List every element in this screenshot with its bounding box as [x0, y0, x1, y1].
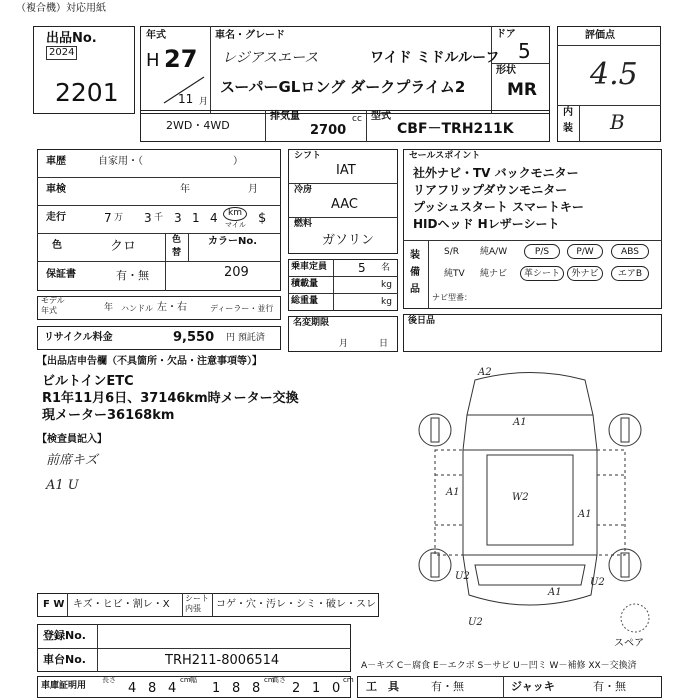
equip-label-3: 品	[410, 284, 420, 295]
dim-4: 8	[232, 681, 241, 696]
inspection-month: 月	[248, 184, 258, 195]
equip-tv: 純TV	[444, 269, 465, 279]
declaration-line-2: R1年11月6日、37146km時メーター交換	[42, 391, 299, 406]
inspector-line-1: 前席キズ	[46, 453, 98, 468]
recycle-unit: 円 預託済	[226, 333, 265, 343]
form-note: （複合機）対応用紙	[16, 3, 106, 14]
mileage-hyaku: 3	[174, 211, 182, 225]
name-change-label: 名変期限	[293, 318, 330, 328]
capacity-unit: 名	[381, 263, 391, 273]
fw-label: F W	[43, 599, 65, 610]
equip-sr: S/R	[444, 247, 459, 257]
dim-unit-1: cm	[180, 676, 191, 684]
equip-label-1: 装	[410, 250, 420, 261]
dim-8: 0	[332, 681, 341, 696]
warranty-value: 有・無	[116, 269, 149, 282]
shift-label: シフト	[294, 151, 322, 161]
model-year-label-2: 年式	[41, 306, 57, 315]
dim-0: 4	[128, 681, 137, 696]
inspection-year: 年	[180, 184, 190, 195]
width-label: 幅	[190, 676, 197, 684]
equip-leather: 革シート	[520, 266, 564, 281]
shape-value: MR	[507, 80, 538, 100]
mark-w2: W2	[512, 492, 529, 503]
seat-label-2: 内張	[185, 604, 201, 613]
mark-a1-roof: A1	[513, 417, 527, 428]
name-line1b: ワイド ミドルルーフ	[370, 50, 500, 66]
dollar-label: $	[258, 211, 267, 226]
name-line1: レジアスエース	[222, 50, 319, 66]
color-change-1: 色	[172, 235, 182, 245]
handle-label: ハンドル	[121, 304, 153, 313]
dim-2: 4	[168, 681, 177, 696]
capacity-value: 5	[358, 261, 366, 275]
weight-unit: kg	[381, 297, 392, 307]
year-stamp: 2024	[46, 46, 77, 60]
km-label: km	[228, 208, 242, 218]
seat-label-1: シート	[185, 594, 209, 603]
declaration-line-3: 現メーター36168km	[42, 408, 175, 423]
dim-unit-2: cm	[264, 676, 275, 684]
recycle-label: リサイクル料金	[44, 332, 113, 343]
model-label: 型式	[371, 111, 391, 122]
chassis-label: 車台No.	[43, 653, 86, 666]
lot-label: 出品No.	[46, 31, 97, 46]
color-no-label: カラーNo.	[208, 236, 258, 247]
interior-grade: B	[610, 110, 625, 134]
dim-6: 2	[292, 681, 301, 696]
interior-label-1: 内	[563, 107, 573, 118]
jack-value: 有・無	[593, 680, 626, 693]
mark-a1-rear: A1	[548, 587, 562, 598]
color-value: クロ	[110, 239, 137, 254]
era: H	[146, 50, 160, 71]
equip-navi: 純ナビ	[480, 269, 508, 279]
fuel-value: ガソリン	[322, 233, 375, 248]
mark-a2: A2	[478, 367, 492, 378]
doors-value: 5	[518, 39, 531, 63]
inspector-label: 【検査員記入】	[37, 434, 107, 445]
length-label: 長さ	[102, 676, 116, 684]
mark-a1-left: A1	[446, 487, 460, 498]
equip-label-2: 備	[410, 267, 420, 278]
year-value: 27	[164, 45, 198, 73]
mileage-man: 7	[104, 211, 112, 225]
history-label: 車歴	[46, 156, 66, 167]
car-diagram	[405, 360, 655, 640]
dealer-label: ディーラー・並行	[210, 304, 274, 313]
month-unit: 月	[199, 97, 209, 107]
fuel-label: 燃料	[294, 219, 313, 229]
declaration-line-1: ビルトインETC	[42, 374, 134, 389]
equip-ps: P/S	[524, 244, 560, 259]
mark-u2-bottom: U2	[468, 617, 483, 628]
dim-5: 8	[252, 681, 261, 696]
grade-score: 4.5	[590, 57, 638, 92]
inspector-line-2: A1 U	[46, 478, 79, 493]
model-year-unit: 年	[104, 303, 114, 313]
year-label: 年式	[146, 30, 166, 41]
sales-line-4: HIDヘッド Hレザーシート	[413, 217, 560, 231]
sales-points-label: セールスポイント	[409, 151, 481, 161]
history-value: 自家用・（ ）	[98, 156, 243, 167]
mark-a1-right: A1	[578, 509, 592, 520]
ac-value: AAC	[331, 197, 358, 212]
name-line2: スーパーGLロング ダークプライム2	[220, 78, 466, 96]
displacement-value: 2700	[310, 123, 347, 138]
equip-abs: ABS	[611, 244, 649, 259]
model-year-label-1: モデル	[41, 296, 65, 305]
sen-unit: 千	[154, 213, 164, 223]
equip-pw: P/W	[567, 244, 603, 259]
equip-airbag: エアB	[611, 266, 649, 281]
color-change-2: 替	[172, 248, 182, 258]
declaration-label: 【出品店申告欄（不具箇所・欠品・注意事項等）】	[37, 356, 262, 367]
handle-value: 左・右	[157, 302, 187, 313]
grade-label: 評価点	[585, 30, 615, 41]
afterfit-label: 後日品	[408, 316, 436, 326]
sales-line-2: リアフリップダウンモニター	[413, 183, 568, 197]
reg-label: 登録No.	[43, 629, 86, 642]
equip-afternavi: 外ナビ	[567, 266, 603, 281]
dim-1: 8	[148, 681, 157, 696]
displacement-label: 排気量	[270, 111, 300, 122]
name-grade-label: 車名・グレード	[215, 30, 285, 41]
warranty-label: 保証書	[46, 269, 76, 280]
spare-label: スペア	[614, 638, 644, 649]
mark-u2-left: U2	[455, 571, 470, 582]
mark-u2-right: U2	[590, 577, 605, 588]
sales-line-1: 社外ナビ・TV バックモニター	[413, 166, 579, 180]
color-label: 色	[52, 240, 62, 251]
tools-label: 工 具	[366, 680, 399, 693]
name-change-day: 日	[379, 339, 389, 349]
seat-items: コゲ・穴・汚レ・シミ・破レ・スレ	[216, 599, 376, 610]
load-label: 積載量	[291, 279, 319, 289]
mileage-sen: 3	[144, 211, 152, 225]
damage-legend: A－キズ C－腐食 E－エクボ S－サビ U－凹ミ W－補修 XX－交換済	[361, 661, 637, 671]
doors-label: ドア	[496, 29, 516, 40]
fw-items: キズ・ヒビ・割レ・X	[73, 599, 170, 610]
mileage-ju: 1	[192, 211, 200, 225]
dim-7: 1	[312, 681, 321, 696]
chassis-value: TRH211-8006514	[165, 653, 280, 668]
model-value: CBF－TRH211K	[397, 121, 514, 137]
weight-label: 総重量	[291, 296, 319, 306]
color-no-value: 209	[224, 265, 249, 280]
mileage-label: 走行	[46, 212, 66, 223]
year-slash	[160, 75, 208, 105]
afterfit-block	[403, 314, 662, 352]
shape-label: 形状	[496, 65, 516, 76]
name-change-month: 月	[339, 339, 349, 349]
jack-label: ジャッキ	[511, 680, 555, 693]
navi-model-label: ナビ型番：	[432, 293, 472, 302]
mileage-ichi: 4	[210, 211, 218, 225]
lot-number: 2201	[55, 78, 119, 107]
dim-unit-3: cm	[343, 676, 354, 684]
mile-label: マイル	[225, 221, 246, 229]
recycle-amount: 9,550	[173, 330, 215, 345]
garage-label: 車庫証明用	[41, 681, 87, 691]
displacement-unit: cc	[352, 114, 362, 124]
shift-value: IAT	[336, 163, 356, 178]
dim-3: 1	[212, 681, 221, 696]
month-value: 11	[178, 92, 194, 106]
ac-label: 冷房	[294, 185, 313, 195]
capacity-label: 乗車定員	[291, 262, 328, 272]
height-label: 高さ	[272, 676, 286, 684]
man-unit: 万	[114, 213, 124, 223]
sales-line-3: プッシュスタート スマートキー	[413, 200, 584, 214]
load-unit: kg	[381, 280, 392, 290]
drive-value: 2WD・4WD	[166, 119, 230, 132]
tools-value: 有・無	[431, 680, 464, 693]
inspection-label: 車検	[46, 184, 66, 195]
equip-aw: 純A/W	[480, 247, 508, 257]
interior-label-2: 装	[563, 123, 573, 134]
